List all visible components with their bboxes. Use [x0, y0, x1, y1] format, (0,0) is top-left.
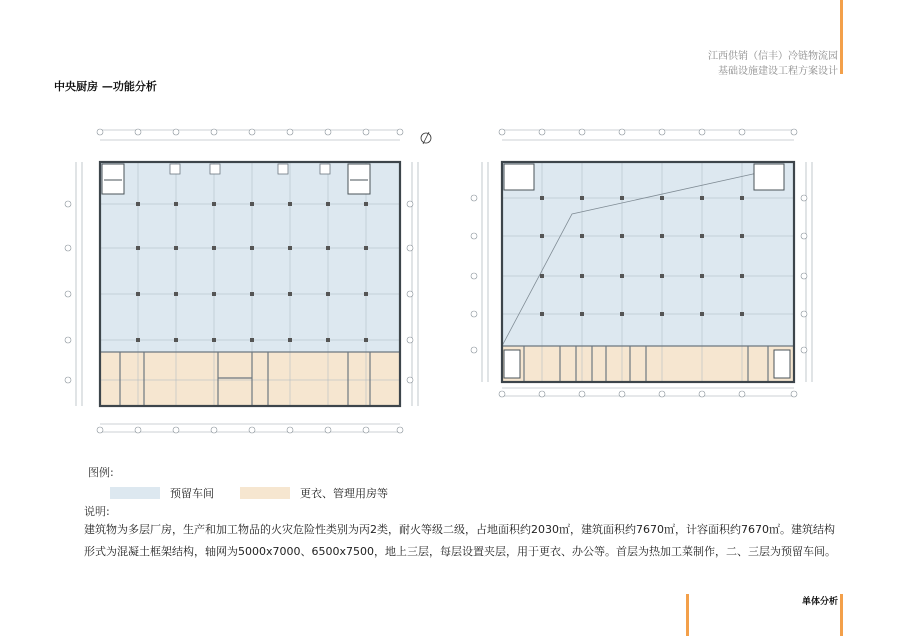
notes-title: 说明: [84, 505, 110, 518]
accent-line-bottom-right [840, 594, 843, 636]
legend-title: 图例: [88, 466, 114, 479]
accent-line-bottom-left [686, 594, 689, 636]
notes-line-1: 建筑物为多层厂房，生产和加工物品的火灾危险性类别为丙2类，耐火等级二级，占地面积约2030㎡，建筑面积约7670㎡，计容面积约7670㎡。建筑结构 [84, 523, 835, 536]
notes-line-2: 形式为混凝土框架结构，轴网为5000x7000、6500x7500，地上三层，每层设置夹层，用于更衣、办公等。首层为热加工菜制作，二、三层为预留车间。 [84, 545, 836, 558]
zone-reserved [502, 162, 794, 346]
zone-admin [502, 346, 794, 382]
floor-plan-ground-floor [60, 118, 440, 443]
project-subtitle: 基础设施建设工程方案设计 [718, 66, 838, 77]
notes-body [84, 519, 844, 563]
project-name: 江西供销（信丰）冷链物流园 [708, 51, 838, 62]
accent-line-top [840, 0, 843, 74]
zone-admin [100, 352, 400, 406]
floor-plan-upper-floor [468, 118, 828, 443]
legend-label-admin: 更衣、管理用房等 [300, 487, 388, 500]
section-title: 中央厨房 —功能分析 [54, 80, 157, 93]
north-arrow [421, 132, 431, 144]
footer-label: 单体分析 [801, 597, 838, 607]
legend-swatch-reserved [110, 487, 160, 499]
legend-label-reserved: 预留车间 [170, 487, 214, 500]
legend-swatch-admin [240, 487, 290, 499]
